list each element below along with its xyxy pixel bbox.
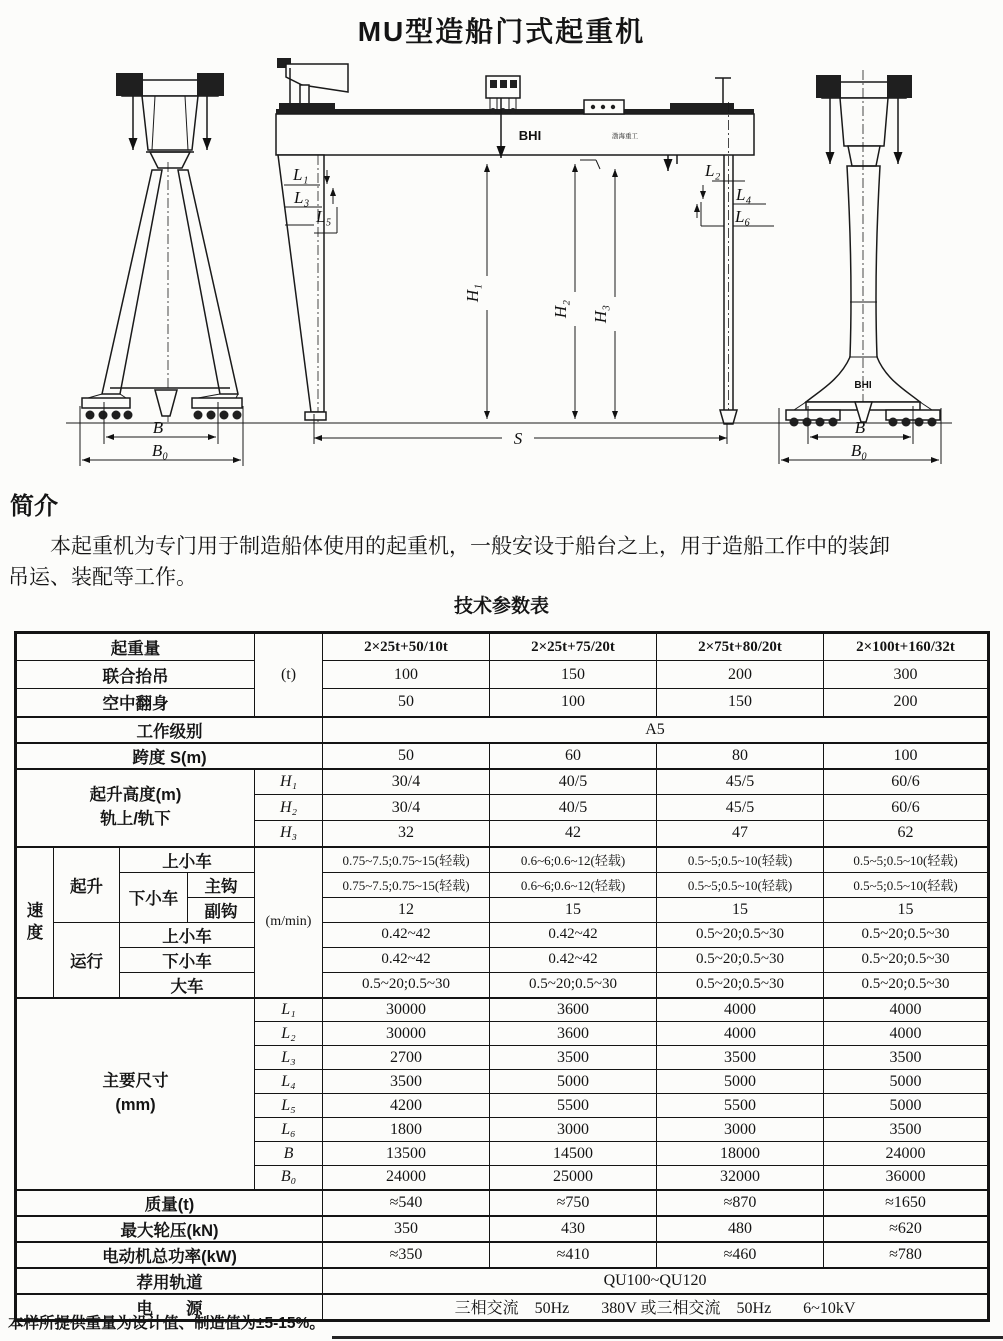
value-cell: 12 [323,897,490,922]
dim-label-l3: L₃ [294,188,310,207]
crane-drawing [0,52,1003,488]
rigid-leg-side-view [772,70,952,464]
table-row [16,661,989,689]
value-cell: 0.5~5;0.5~10(轻载) [824,872,989,897]
value-cell: 300 [824,661,989,689]
intro-line-2: 吊运、装配等工作。 [8,566,197,589]
value-cell: ≈460 [657,1242,824,1268]
label-line: 轨上/轨下 [100,809,171,828]
value-cell: 5500 [490,1094,657,1118]
value-cell: 5500 [657,1094,824,1118]
value-cell: 0.5~20;0.5~30 [490,972,657,998]
footnote: 本样所提供重量为设计值、制造值为±5-15%。 [8,1315,325,1332]
value-cell: 15 [657,897,824,922]
value-cell: 0.5~20;0.5~30 [323,972,490,998]
value-cell: 15 [490,897,657,922]
value-cell: 80 [657,743,824,769]
label-cell: 副钩 [188,897,255,922]
value-cell: A5 [323,717,989,743]
value-cell: 430 [490,1216,657,1242]
label-cell: 大车 [120,972,255,998]
value-cell: 47 [657,821,824,847]
dim-label-b0-right: B₀ [850,441,868,460]
spec-table [14,631,990,1322]
label-cell: 上小车 [120,922,255,947]
value-cell: ≈350 [323,1242,490,1268]
value-cell: 100 [824,743,989,769]
value-cell: 0.5~20;0.5~30 [657,947,824,972]
value-cell: 0.42~42 [490,947,657,972]
sym-cell: H₂ [255,795,323,821]
dim-label-b-right: B [854,418,866,437]
value-cell: 480 [657,1216,824,1242]
table-row [16,972,989,998]
girder-brand-text: BHI [518,128,542,143]
table-row [16,872,989,897]
dim-label-l2: L₂ [705,161,721,180]
value-cell: 5000 [824,1094,989,1118]
value-cell: 0.42~42 [490,922,657,947]
value-cell: ≈1650 [824,1190,989,1216]
value-cell: 60/6 [824,795,989,821]
value-cell: 3500 [490,1046,657,1070]
value-cell: 150 [490,661,657,689]
intro-heading: 简介 [10,493,58,520]
value-cell: 45/5 [657,795,824,821]
value-cell: 100 [323,661,490,689]
value-cell: QU100~QU120 [323,1268,989,1294]
label-cell: 最大轮压(kN) [16,1216,323,1242]
table-row [16,922,989,947]
dim-label-b-left: B [152,418,164,437]
table-row [16,847,989,873]
value-cell: 200 [657,661,824,689]
table-row [16,1242,989,1268]
value-cell: 3000 [657,1118,824,1142]
dim-label-l1: L₁ [293,165,309,184]
model-cell: 2×75t+80/20t [657,633,824,661]
dim-label-l4: L₄ [736,185,752,204]
value-cell: 0.5~5;0.5~10(轻载) [824,847,989,873]
dim-label-s: S [513,429,523,448]
label-cell: 起升 [54,847,120,923]
table-row [16,1216,989,1242]
label-line: 主要尺寸 [102,1071,169,1090]
value-cell: 45/5 [657,769,824,795]
label-cell: 空中翻身 [16,689,255,717]
sym-cell: B₀ [255,1166,323,1190]
value-cell: 3600 [490,1022,657,1046]
table-title: 技术参数表 [453,596,549,617]
value-cell: 100 [490,689,657,717]
value-cell: 3500 [323,1070,490,1094]
value-cell: 60/6 [824,769,989,795]
value-cell: 0.5~20;0.5~30 [824,947,989,972]
value-cell: 30000 [323,1022,490,1046]
sym-cell: H₁ [255,769,323,795]
value-cell: 30/4 [323,795,490,821]
value-cell: 0.5~20;0.5~30 [657,972,824,998]
value-cell: 62 [824,821,989,847]
table-row [16,633,989,661]
label-cell: 跨度 S(m) [16,743,323,769]
sym-cell: L₆ [255,1118,323,1142]
label-cell [16,769,255,847]
value-cell: 5000 [657,1070,824,1094]
value-cell: 14500 [490,1142,657,1166]
label-cell: 工作级别 [16,717,323,743]
sym-cell: L₅ [255,1094,323,1118]
dim-label-b0-left: B₀ [151,441,169,460]
value-cell: ≈410 [490,1242,657,1268]
dim-label-l5: L₅ [316,207,332,226]
value-cell: 4000 [824,998,989,1022]
girder-small-text: 渤海重工 [612,133,638,140]
value-cell: ≈540 [323,1190,490,1216]
value-cell: 4000 [657,998,824,1022]
value-cell: 60 [490,743,657,769]
label-cell: 质量(t) [16,1190,323,1216]
value-cell: 4000 [657,1022,824,1046]
unit-cell: (t) [255,633,323,717]
label-cell [16,847,54,998]
value-cell: 0.5~5;0.5~10(轻载) [657,872,824,897]
scan-edge-artifact [332,1336,1003,1339]
value-cell: ≈750 [490,1190,657,1216]
value-cell: 18000 [657,1142,824,1166]
sym-cell: L₂ [255,1022,323,1046]
value-cell: 3500 [824,1046,989,1070]
value-cell: 2700 [323,1046,490,1070]
value-cell: 1800 [323,1118,490,1142]
label-cell: 电 源 [16,1294,323,1321]
value-cell: 24000 [323,1166,490,1190]
value-cell: 3500 [824,1118,989,1142]
value-cell: 24000 [824,1142,989,1166]
leg-brand-text: BHI [854,380,872,391]
value-cell: 4000 [824,1022,989,1046]
table-row [16,769,989,795]
label-cell: 下小车 [120,872,188,922]
value-cell: 150 [657,689,824,717]
value-cell: 5000 [824,1070,989,1094]
model-cell: 2×25t+50/10t [323,633,490,661]
value-cell: 30/4 [323,769,490,795]
value-cell: 0.5~20;0.5~30 [657,922,824,947]
label-cell: 主钩 [188,872,255,897]
value-cell: 350 [323,1216,490,1242]
table-row [16,743,989,769]
value-cell: 3500 [657,1046,824,1070]
label-cell: 上小车 [120,847,255,873]
dim-label-h2: H₂ [551,299,570,319]
label-cell: 起重量 [16,633,255,661]
value-cell: 0.75~7.5;0.75~15(轻载) [323,872,490,897]
label-line: 速度 [26,901,44,942]
value-cell: 50 [323,743,490,769]
intro-paragraph [8,531,1003,593]
value-cell: 32 [323,821,490,847]
table-row [16,998,989,1022]
value-cell: 200 [824,689,989,717]
value-cell: 25000 [490,1166,657,1190]
label-cell: 荐用轨道 [16,1268,323,1294]
value-cell: 40/5 [490,795,657,821]
label-cell: 运行 [54,922,120,998]
value-cell: 3000 [490,1118,657,1142]
dim-label-l6: L₆ [735,207,751,226]
value-cell: 42 [490,821,657,847]
model-cell: 2×100t+160/32t [824,633,989,661]
intro-line-1: 本起重机为专门用于制造船体使用的起重机，一般安设于船台之上，用于造船工作中的装卸 [50,535,890,558]
value-cell: 3600 [490,998,657,1022]
value-cell: 0.42~42 [323,947,490,972]
sym-cell: L₃ [255,1046,323,1070]
value-cell: 0.75~7.5;0.75~15(轻载) [323,847,490,873]
label-line: (mm) [115,1095,156,1114]
sym-cell: B [255,1142,323,1166]
dim-label-h1: H₁ [463,283,482,303]
value-cell: 40/5 [490,769,657,795]
value-cell: 36000 [824,1166,989,1190]
value-cell: 50 [323,689,490,717]
value-cell: 0.42~42 [323,922,490,947]
label-cell: 电动机总功率(kW) [16,1242,323,1268]
label-cell: 联合抬吊 [16,661,255,689]
value-cell: 0.5~5;0.5~10(轻载) [657,847,824,873]
table-row [16,717,989,743]
value-cell: 32000 [657,1166,824,1190]
value-cell: 0.5~20;0.5~30 [824,922,989,947]
unit-cell: (m/min) [255,847,323,998]
label-cell [16,998,255,1190]
table-row [16,947,989,972]
value-cell: 0.6~6;0.6~12(轻载) [490,872,657,897]
value-cell: 4200 [323,1094,490,1118]
value-cell: 15 [824,897,989,922]
label-line: 起升高度(m) [89,785,182,804]
value-cell: 5000 [490,1070,657,1094]
value-cell: 三相交流 50Hz 380V 或三相交流 50Hz 6~10kV [323,1294,989,1321]
model-cell: 2×25t+75/20t [490,633,657,661]
flexible-leg-side-view [66,73,252,466]
portal-front-view [252,58,790,448]
value-cell: ≈780 [824,1242,989,1268]
value-cell: 13500 [323,1142,490,1166]
page-title: MU型造船门式起重机 [357,16,646,47]
value-cell: ≈620 [824,1216,989,1242]
sym-cell: L₄ [255,1070,323,1094]
value-cell: 0.6~6;0.6~12(轻载) [490,847,657,873]
value-cell: 0.5~20;0.5~30 [824,972,989,998]
table-row [16,1268,989,1294]
sym-cell: H₃ [255,821,323,847]
label-cell: 下小车 [120,947,255,972]
value-cell: ≈870 [657,1190,824,1216]
dim-label-h3: H₃ [591,304,610,324]
table-row [16,689,989,717]
sym-cell: L₁ [255,998,323,1022]
table-row [16,1190,989,1216]
value-cell: 30000 [323,998,490,1022]
